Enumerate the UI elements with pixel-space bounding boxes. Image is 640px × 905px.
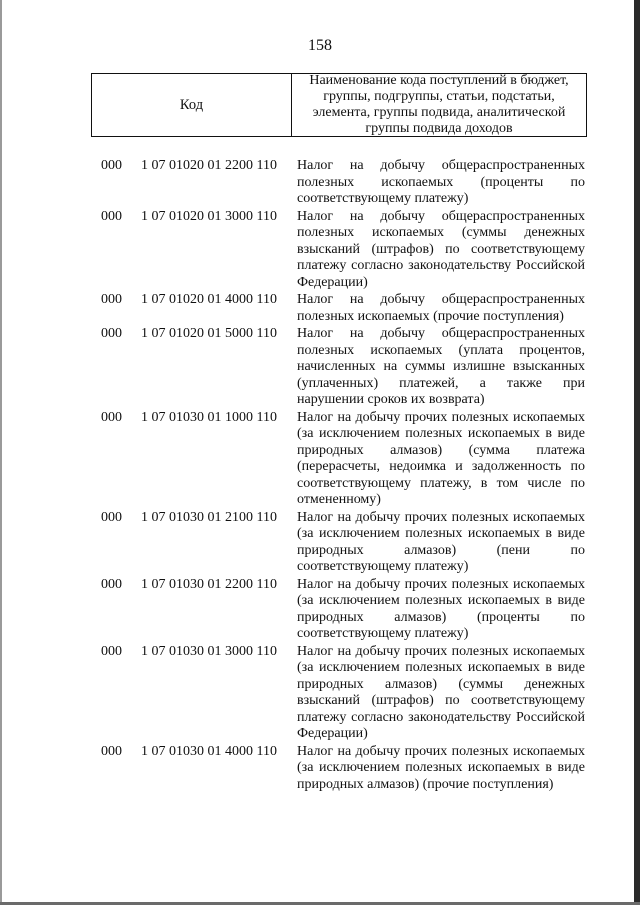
row-admin-code: 000 [101,743,122,759]
row-revenue-name: Налог на добычу прочих полезных ископаемых (за исключением полезных ископаемых в виде природных алмазов) (пени по соответствующему платежу) [297,509,585,574]
table-row [0,510,640,576]
row-admin-code: 000 [101,509,122,525]
row-admin-code: 000 [101,643,122,659]
row-revenue-code: 1 07 01030 01 3000 110 [141,643,277,659]
table-row [0,744,640,794]
row-revenue-name: Налог на добычу общераспространенных полезных ископаемых (уплата процентов, начисленных на суммы излишне взысканных (уплаченных) платежей, а также при нарушении сроков их возврата) [297,326,585,407]
row-admin-code: 000 [101,576,122,592]
table-row [0,158,640,208]
row-revenue-code: 1 07 01020 01 3000 110 [141,208,277,224]
row-revenue-name: Налог на добычу прочих полезных ископаемых (за исключением полезных ископаемых в виде природных алмазов) (сумма платежа (перерасчеты, недоимка и задолженность по соответствующему платежу, в том числе по отмененному) [297,409,585,507]
row-admin-code: 000 [101,409,122,425]
row-revenue-name: Налог на добычу общераспространенных полезных ископаемых (прочие поступления) [297,292,585,324]
row-admin-code: 000 [101,292,122,307]
row-admin-code: 000 [101,326,122,341]
table-row [0,644,640,743]
row-revenue-name: Налог на добычу прочих полезных ископаемых (за исключением полезных ископаемых в виде природных алмазов) (прочие поступления) [297,743,585,792]
table-row [0,410,640,509]
row-revenue-code: 1 07 01030 01 2200 110 [141,576,277,592]
row-revenue-code: 1 07 01030 01 1000 110 [141,409,277,425]
table-header [91,73,587,137]
row-admin-code: 000 [101,158,122,173]
row-revenue-code: 1 07 01030 01 2100 110 [141,509,277,525]
header-code-cell: Код [92,74,292,136]
table-row [0,292,640,325]
row-revenue-code: 1 07 01020 01 2200 110 [141,158,277,173]
row-revenue-code: 1 07 01020 01 4000 110 [141,292,277,307]
row-revenue-name: Налог на добычу прочих полезных ископаемых (за исключением полезных ископаемых в виде природных алмазов) (суммы денежных взысканий (штрафов) по соответствующему платежу согласно законодательству Российской Федерации) [297,643,585,741]
table-row [0,209,640,292]
row-revenue-name: Налог на добычу общераспространенных полезных ископаемых (проценты по соответствующему платежу) [297,158,585,206]
page-number: 158 [308,37,332,54]
table-body [0,158,640,794]
table-row [0,326,640,409]
row-admin-code: 000 [101,208,122,224]
row-revenue-code: 1 07 01030 01 4000 110 [141,743,277,759]
row-revenue-name: Налог на добычу прочих полезных ископаемых (за исключением полезных ископаемых в виде природных алмазов) (проценты по соответствующему платежу) [297,576,585,641]
header-name-cell: Наименование кода поступлений в бюджет, группы, подгруппы, статьи, подстатьи, элемента, группы подвида, аналитической группы подвида доходов [309,73,569,136]
row-revenue-code: 1 07 01020 01 5000 110 [141,326,277,341]
table-row [0,577,640,643]
row-revenue-name: Налог на добычу общераспространенных полезных ископаемых (суммы денежных взысканий (штрафов) по соответствующему платежу согласно законодательству Российской Федерации) [297,208,585,290]
